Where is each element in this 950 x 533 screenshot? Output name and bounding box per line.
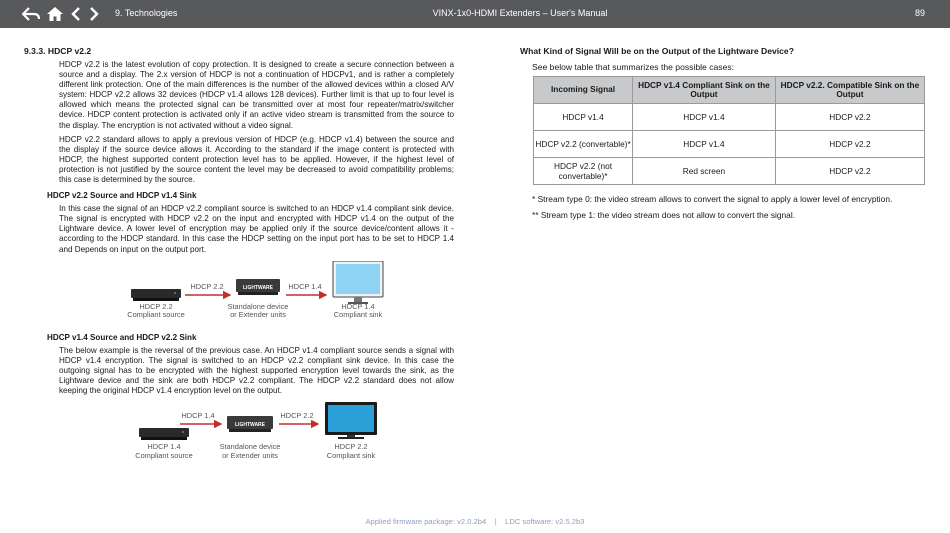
paragraph: The below example is the reversal of the previous case. An HDCP v1.4 compliant source sends a signal with HDCP v1.4 encryption. The signal is switched to an HDCP v2.2 compliant sink device. In this case the outgoing signal has to be encrypted with the highest supported encryption level towards the sink, as the Lightware device and the sink are both HDCP v2.2 compliant. The HDCP v2.2 standard does not allow keeping the original HDCP v1.4 encryption level on the output. bbox=[59, 345, 454, 395]
hdcp14-to-22-diagram bbox=[24, 402, 454, 468]
subsection-title: HDCP v1.4 Source and HDCP v2.2 Sink bbox=[47, 332, 197, 342]
paragraph: HDCP v2.2 standard allows to apply a previous version of HDCP (e.g. HDCP v1.4) between the source and the display if the source device allows it. According to the standard if the image content is protected with HDCP, the highest supported content protection level has to be applied. However, if the highest level of protection is not justified by the source content the level may be decreased to avoid compatibility problems; this case is determined by the source. bbox=[59, 134, 454, 185]
footnote-stream-type-0: * Stream type 0: the video stream allows to convert the signal to apply a lower level of encryption. bbox=[532, 194, 893, 204]
sink-label-line2: Compliant sink bbox=[326, 450, 376, 460]
footnote-stream-type-1: ** Stream type 1: the video stream does not allow to convert the signal. bbox=[532, 210, 796, 220]
page-footer: Applied firmware package: v2.0.2b4 | LDC software: v2.5.2b3 bbox=[365, 517, 585, 526]
table-cell: HDCP v2.2 bbox=[775, 158, 924, 185]
table-cell: HDCP v1.4 bbox=[534, 104, 633, 131]
arrow-2-label: HDCP 1.4 bbox=[288, 281, 322, 291]
signal-output-table bbox=[533, 76, 925, 185]
source-label-line2: Compliant source bbox=[127, 310, 185, 320]
subsection-title: HDCP v2.2 Source and HDCP v1.4 Sink bbox=[47, 191, 197, 201]
table-cell: HDCP v2.2 (not convertable)* bbox=[534, 158, 633, 185]
sink-label-line1: HDCP 2.2 bbox=[334, 442, 368, 452]
table-header-row bbox=[534, 77, 925, 104]
device-label bbox=[220, 303, 296, 320]
sink-label-line2: Compliant sink bbox=[333, 310, 383, 320]
table-cell: Red screen bbox=[633, 158, 776, 185]
sink-label bbox=[315, 443, 387, 460]
device-label-line1: Standalone device bbox=[219, 442, 281, 452]
arrow-1-label: HDCP 1.4 bbox=[181, 411, 215, 421]
source-label bbox=[127, 443, 201, 460]
table-cell: HDCP v2.2 bbox=[775, 131, 924, 158]
left-column bbox=[24, 46, 454, 468]
right-column bbox=[520, 46, 926, 220]
source-label bbox=[119, 303, 193, 320]
table-header-cell: Incoming Signal bbox=[534, 77, 633, 104]
source-label-line1: HDCP 1.4 bbox=[147, 442, 181, 452]
lightware-logo: LIGHTWARE bbox=[243, 284, 273, 291]
source-device-icon bbox=[139, 428, 189, 440]
section-title: 9.3.3. HDCP v2.2 bbox=[24, 46, 92, 56]
paragraph: In this case the signal of an HDCP v2.2 compliant source is switched to an HDCP v1.4 compliant sink device. The signal is encrypted with HDCP v2.2 on the input and encrypted with HDCP v1.4 on the output of the Lightware device. A lower level of encryption may be applied only if the source device/content allows it - according to the HDCP standard. In this case the HDCP setting on the input port has to be set to HDCP 1.4 and Depends on input on the output port. bbox=[59, 204, 454, 254]
table-header-cell: HDCP v2.2. Compatible Sink on the Output bbox=[775, 77, 924, 104]
paragraph: HDCP v2.2 is the latest evolution of copy protection. It is designed to create a secure connection between a source and a display. The 2.x version of HDCP is not a continuation of HDCPv1, and is rather a completely different link protection. One of the main differences is the number of the allowed devices within a closed A/V system: HDCP v2.2 allows 32 devices (HDCP v1.4 allows 128 devices). Further limit is that up to four level is allowed which means the protected signal can be transmitted over at most four repeater/matrix/switcher device. HDCP content protection is activated only if an active video stream is transmitted from the source to the display. The encryption is not activated without a video signal. bbox=[59, 60, 454, 130]
question-heading: What Kind of Signal Will be on the Output of the Lightware Device? bbox=[520, 46, 794, 56]
document-title: VINX-1x0-HDMI Extenders – User's Manual bbox=[432, 8, 608, 18]
sink-label bbox=[322, 303, 394, 320]
source-device-icon bbox=[131, 289, 181, 301]
device-label-line1: Standalone device bbox=[227, 301, 289, 311]
table-cell: HDCP v2.2 bbox=[775, 104, 924, 131]
sink-label-line1: HDCP 1.4 bbox=[341, 301, 375, 311]
lightware-logo: LIGHTWARE bbox=[235, 422, 265, 429]
top-bar bbox=[0, 0, 950, 28]
hdcp22-to-14-diagram bbox=[24, 261, 454, 327]
arrow-1-label: HDCP 2.2 bbox=[190, 281, 224, 291]
device-label bbox=[212, 443, 288, 460]
device-label-line2: or Extender units bbox=[222, 450, 278, 460]
sink-monitor-icon bbox=[333, 261, 383, 304]
table-header-cell: HDCP v1.4 Compliant Sink on the Output bbox=[633, 77, 776, 104]
source-label-line1: HDCP 2.2 bbox=[139, 301, 173, 311]
chapter-label[interactable]: 9. Technologies bbox=[115, 8, 178, 18]
source-label-line2: Compliant source bbox=[135, 450, 193, 460]
device-label-line2: or Extender units bbox=[230, 310, 286, 320]
sink-monitor-icon bbox=[325, 402, 377, 439]
table-cell: HDCP v2.2 (convertable)* bbox=[534, 131, 633, 158]
table-row bbox=[534, 158, 925, 185]
table-intro: See below table that summarizes the possible cases: bbox=[532, 62, 735, 72]
table-cell: HDCP v1.4 bbox=[633, 104, 776, 131]
table-row bbox=[534, 131, 925, 158]
table-cell: HDCP v1.4 bbox=[633, 131, 776, 158]
arrow-2-label: HDCP 2.2 bbox=[280, 411, 314, 421]
table-row bbox=[534, 104, 925, 131]
page-number: 89 bbox=[914, 8, 925, 18]
